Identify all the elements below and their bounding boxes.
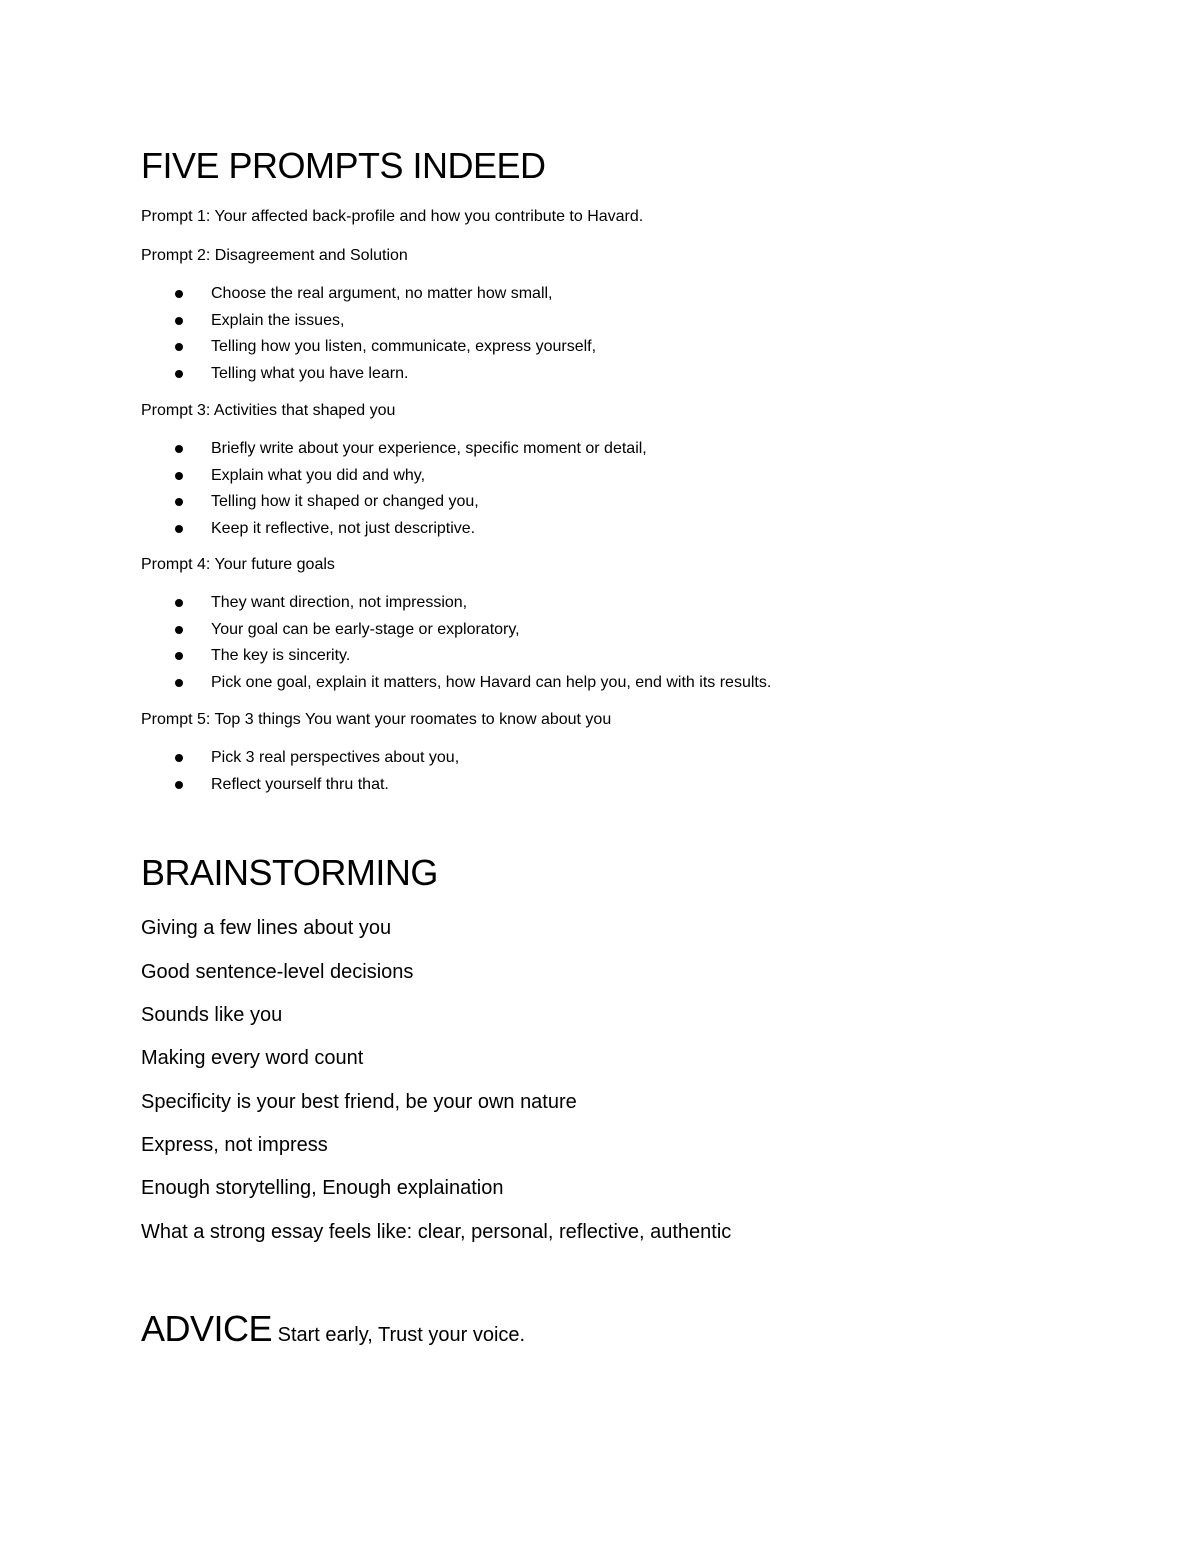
brainstorm-line: Sounds like you — [141, 1004, 283, 1026]
advice-text: Start early, Trust your voice. — [272, 1324, 526, 1346]
bullet-icon — [175, 652, 183, 660]
advice-row — [141, 1309, 525, 1349]
bullet-icon — [175, 599, 183, 607]
brainstorm-line: Making every word count — [141, 1047, 364, 1069]
bullet-icon — [175, 290, 183, 298]
section-title-advice: ADVICE — [141, 1308, 273, 1349]
bullet-icon — [175, 343, 183, 351]
brainstorm-line: What a strong essay feels like: clear, personal, reflective, authentic — [141, 1221, 732, 1243]
prompt-1-heading: Prompt 1: Your affected back-profile and how you contribute to Havard. — [141, 208, 644, 225]
bullet-icon — [175, 781, 183, 789]
document-page: FIVE PROMPTS INDEED Prompt 1: Your affected back-profile and how you contribute to Havard. Prompt 2: Disagreement and Solution Choose the real argument, no matter how small, Explain the issues, Telling how you listen, communicate, express yourself, Telling what you have learn. Prompt 3: Activities that shaped you Briefly write about your experience, specific moment or detail, Explain what you did and why, Telling how it shaped or changed you, Keep it reflective, not just descriptive. Prompt 4: Your future goals They want direction, not impression, Your goal can be early-stage or exploratory, The key is sincerity. Pick one goal, explain it matters, how Havard can help you, end with its results. Prompt 5: Top 3 things You want your roomates to know about you Pick 3 real perspectives about you, Reflect yourself thru that. BRAINSTORMING Giving a few lines about you Good sentence-level decisions Sounds like you Making every word count Specificity is your best friend, be your own nature Express, not impress Enough storytelling, Enough explaination What a strong essay feels like: clear, personal, reflective, authentic ADVICE Start early, Trust your voice. — [141, 145, 772, 1349]
prompt-2-heading: Prompt 2: Disagreement and Solution — [141, 247, 408, 264]
brainstorm-line: Enough storytelling, Enough explaination — [141, 1177, 504, 1199]
bullet-icon — [175, 370, 183, 378]
brainstorm-line: Good sentence-level decisions — [141, 961, 414, 983]
prompt-3-heading: Prompt 3: Activities that shaped you — [141, 402, 396, 419]
bullet-icon — [175, 472, 183, 480]
bullet-icon — [175, 498, 183, 506]
bullet-icon — [175, 626, 183, 634]
section-title-five-prompts: FIVE PROMPTS INDEED — [141, 145, 546, 186]
bullet-icon — [175, 525, 183, 533]
bullet-icon — [175, 754, 183, 762]
brainstorm-line: Specificity is your best friend, be your own nature — [141, 1091, 577, 1113]
prompt-4-heading: Prompt 4: Your future goals — [141, 556, 335, 573]
bullet-icon — [175, 317, 183, 325]
brainstorm-line: Express, not impress — [141, 1134, 328, 1156]
bullet-icon — [175, 445, 183, 453]
prompt-5-heading: Prompt 5: Top 3 things You want your roomates to know about you — [141, 711, 612, 728]
section-title-brainstorming: BRAINSTORMING — [141, 852, 438, 893]
brainstorm-line: Giving a few lines about you — [141, 917, 392, 939]
bullet-icon — [175, 679, 183, 687]
